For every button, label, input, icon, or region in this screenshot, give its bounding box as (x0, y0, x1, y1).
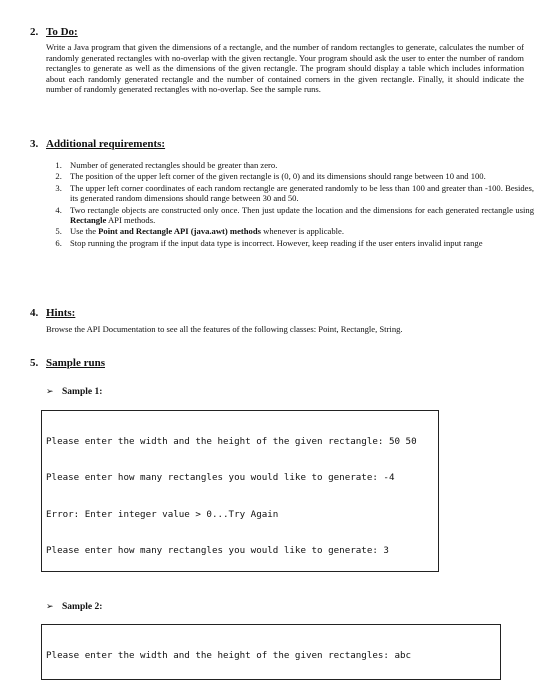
console-line: Please enter the width and the height of the given rectangles: abc (46, 650, 412, 662)
section-2-heading (30, 26, 78, 38)
requirement-item: 4. Two rectangle objects are constructed only once. Then just update the location and the dimensions for each generated rectangle using Rectangle API methods. (64, 205, 534, 226)
requirement-item: 2. The position of the upper left corner of the given rectangle is (0, 0) and its dimensions should range between 10 and 100. (64, 171, 534, 181)
console-line: Please enter how many rectangles you would like to generate: -4 (46, 472, 395, 484)
sample-1-label: Sample 1: (62, 387, 103, 397)
sample-2-heading (46, 601, 102, 612)
section-4-heading (30, 307, 75, 319)
console-line: Please enter the width and the height of the given rectangle: 50 50 (46, 436, 417, 448)
sample-2-label: Sample 2: (62, 602, 103, 612)
section-5-title: Sample runs (46, 357, 105, 369)
sample-1-heading (46, 386, 102, 397)
requirements-list (46, 160, 534, 249)
requirement-item: 6. Stop running the program if the input data type is incorrect. However, keep reading if the user enters invalid input range (64, 238, 534, 248)
section-4-number: 4. (30, 307, 39, 319)
section-5-heading (30, 357, 105, 369)
section-4-paragraph: Browse the API Documentation to see all the features of the following classes: Point, Rectangle, String. (46, 324, 403, 334)
section-3-heading (30, 138, 165, 150)
section-4-title: Hints: (46, 307, 76, 319)
sample-1-console (41, 410, 439, 572)
section-2-title: To Do: (46, 26, 78, 38)
console-line: Error: Enter integer value > 0...Try Again (46, 508, 279, 520)
section-5-number: 5. (30, 357, 39, 369)
requirement-item: 5. Use the Point and Rectangle API (java.awt) methods whenever is applicable. (64, 226, 534, 236)
requirement-item: 1. Number of generated rectangles should be greater than zero. (64, 160, 534, 170)
console-line: Please enter how many rectangles you would like to generate: 3 (46, 545, 389, 557)
section-2-number: 2. (30, 26, 39, 38)
section-3-title: Additional requirements: (46, 138, 166, 150)
requirement-item: 3. The upper left corner coordinates of each random rectangle are generated randomly to be less than 100 and greater than -100. Besides, its generated random dimensions should range between 30 and 50. (64, 183, 534, 204)
arrow-bullet-icon: ➢ (46, 386, 54, 396)
section-2-paragraph: Write a Java program that given the dimensions of a rectangle, and the number of random rectangles to generate, calculates the number of randomly generated rectangles with no-overlap with the given rectangle. Your program should ask the user to enter the number of random rectangles to generate as well as the dimensions of the given rectangle. The program should display a table which includes information about each randomly generated rectangle and the number of contained corners in the given rectangle. Finally, it should indicate the number of randomly generated rectangles with no-overlap. See the sample runs. (46, 42, 524, 95)
sample-2-console (41, 624, 501, 680)
arrow-bullet-icon: ➢ (46, 601, 54, 611)
section-3-number: 3. (30, 138, 39, 150)
